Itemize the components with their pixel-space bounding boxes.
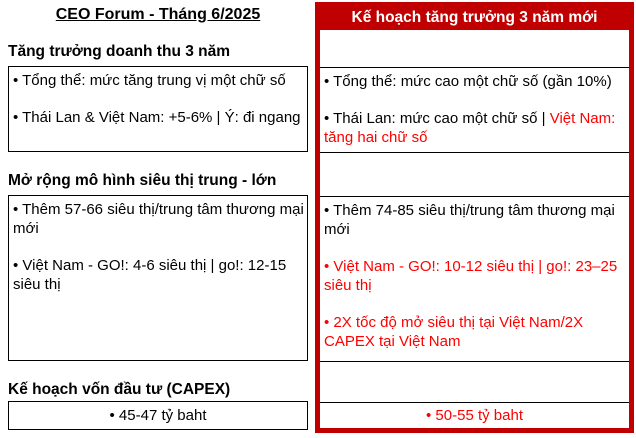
separator-line: [320, 152, 629, 153]
revenue-right-bullet-overall: • Tổng thể: mức cao một chữ số (gần 10%): [324, 73, 612, 90]
right-column-title: Kế hoạch tăng trưởng 3 năm mới: [320, 6, 629, 30]
left-column-title: CEO Forum - Tháng 6/2025: [55, 6, 261, 23]
expansion-left-cell: [8, 195, 308, 361]
revenue-right-bullet-countries: [324, 109, 626, 147]
capex-right-value: • 50-55 tỷ baht: [426, 407, 523, 424]
expansion-right-bullet-2x: • 2X tốc độ mở siêu thị tại Việt Nam/2X CAPEX tại Việt Nam: [324, 314, 584, 350]
section-header-expansion: Mở rộng mô hình siêu thị trung - lớn: [8, 172, 277, 189]
expansion-left-bullet-vietnam: • Việt Nam - GO!: 4-6 siêu thị | go!: 12-15 siêu thị: [13, 257, 287, 293]
revenue-left-bullet-overall: • Tổng thể: mức tăng trung vị một chữ số: [13, 72, 286, 89]
separator-line: [320, 361, 629, 362]
revenue-right-bullet-vietnam-highlight: Việt Nam: tăng hai chữ số: [324, 110, 616, 146]
revenue-right-cell: [320, 68, 629, 147]
revenue-left-bullet-countries: • Thái Lan & Việt Nam: +5-6% | Ý: đi ngang: [13, 109, 301, 126]
section-header-revenue: Tăng trưởng doanh thu 3 năm: [8, 43, 231, 60]
capex-left-value: • 45-47 tỷ baht: [109, 407, 207, 424]
expansion-right-cell: [320, 197, 629, 351]
expansion-right-bullet-vietnam: • Việt Nam - GO!: 10-12 siêu thị | go!: 23–25 siêu thị: [324, 258, 618, 294]
capex-left-cell: [8, 401, 308, 430]
expansion-right-bullet-stores: • Thêm 74-85 siêu thị/trung tâm thương mại mới: [324, 202, 615, 238]
new-plan-panel: [315, 2, 634, 433]
revenue-right-bullet-thailand: • Thái Lan: mức cao một chữ số |: [324, 110, 550, 127]
expansion-left-bullet-stores: • Thêm 57-66 siêu thị/trung tâm thương mại mới: [13, 201, 304, 237]
revenue-left-cell: [8, 66, 308, 152]
section-header-capex: Kế hoạch vốn đầu tư (CAPEX): [8, 381, 231, 398]
